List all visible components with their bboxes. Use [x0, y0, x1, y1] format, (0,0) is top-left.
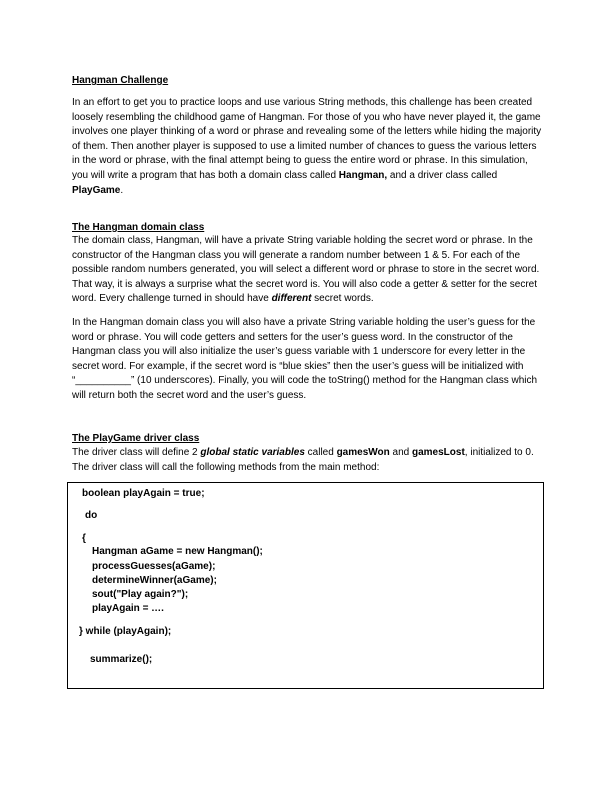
- code-line: summarize();: [90, 654, 153, 665]
- intro-paragraph: [72, 96, 542, 198]
- driver-text-4: , initialized to 0. The driver class will call the following methods from the main method:: [72, 447, 534, 473]
- code-line: playAgain = ….: [92, 603, 164, 614]
- domain-class-heading: The Hangman domain class: [72, 222, 205, 233]
- domain-paragraph-2: In the Hangman domain class you will also have a private String variable holding the user’s guess for the word or phrase. You will code getters and setters for the user’s guess word. In the constructor of the Hangman class you will also initialize the user’s guess variable with 1 underscore for every letter in the secret word. For example, if the secret word is “blue skies” then the user’s guess will be initialized with “__________” (10 underscores). Finally, you will code the toString() method for the Hangman class which will return both the secret word and the user’s guess.: [72, 317, 538, 401]
- domain-paragraph-1: [72, 234, 542, 307]
- intro-text-3: .: [120, 184, 124, 196]
- driver-emphasis: global static variables: [200, 447, 305, 458]
- domain-p1-end: secret words.: [311, 293, 374, 305]
- code-line: boolean playAgain = true;: [82, 488, 205, 499]
- driver-class-heading: The PlayGame driver class: [72, 433, 200, 444]
- code-line: Hangman aGame = new Hangman();: [92, 546, 263, 557]
- code-line: {: [82, 533, 86, 544]
- page-title: Hangman Challenge: [72, 75, 169, 86]
- games-lost-var: gamesLost: [412, 447, 465, 458]
- code-line: sout("Play again?");: [92, 589, 189, 600]
- code-line: do: [85, 510, 98, 521]
- intro-playgame-class: PlayGame: [72, 184, 121, 196]
- code-line: processGuesses(aGame);: [92, 561, 216, 572]
- driver-text-1: The driver class will define 2: [72, 447, 201, 458]
- code-box: [67, 482, 544, 689]
- domain-p1-text: The domain class, Hangman, will have a private String variable holding the secret word or phrase. In the constructor of the Hangman class you will generate a random number between 1 & 5. For each of the possible random numbers generated, you will select a different word or phrase to store in the secret word. That way, it is always a surprise what the secret word is. You will also code a getter & setter for the secret word. Every challenge turned in should have: [72, 235, 540, 305]
- driver-paragraph: [72, 446, 542, 475]
- intro-hangman-class: Hangman,: [338, 169, 388, 181]
- driver-text-3: and: [389, 447, 412, 458]
- code-line: } while (playAgain);: [79, 626, 172, 637]
- domain-p1-emphasis: different: [271, 293, 312, 305]
- intro-text-2: and a driver class called: [387, 169, 498, 181]
- driver-text-2: called: [304, 447, 337, 458]
- intro-text-1: In an effort to get you to practice loops and use various String methods, this challenge has been created loosely resembling the childhood game of Hangman. For those of you who have never played it, the game involves one player thinking of a word or phrase and revealing some of the letters while hiding the majority of them. Then another player is supposed to use a limited number of chances to guess the various letters in the word or phrase, with the final attempt being to guess the entire word or phrase. In this simulation, you will write a program that has both a domain class called: [72, 97, 542, 181]
- games-won-var: gamesWon: [336, 447, 390, 458]
- code-line: determineWinner(aGame);: [92, 575, 217, 586]
